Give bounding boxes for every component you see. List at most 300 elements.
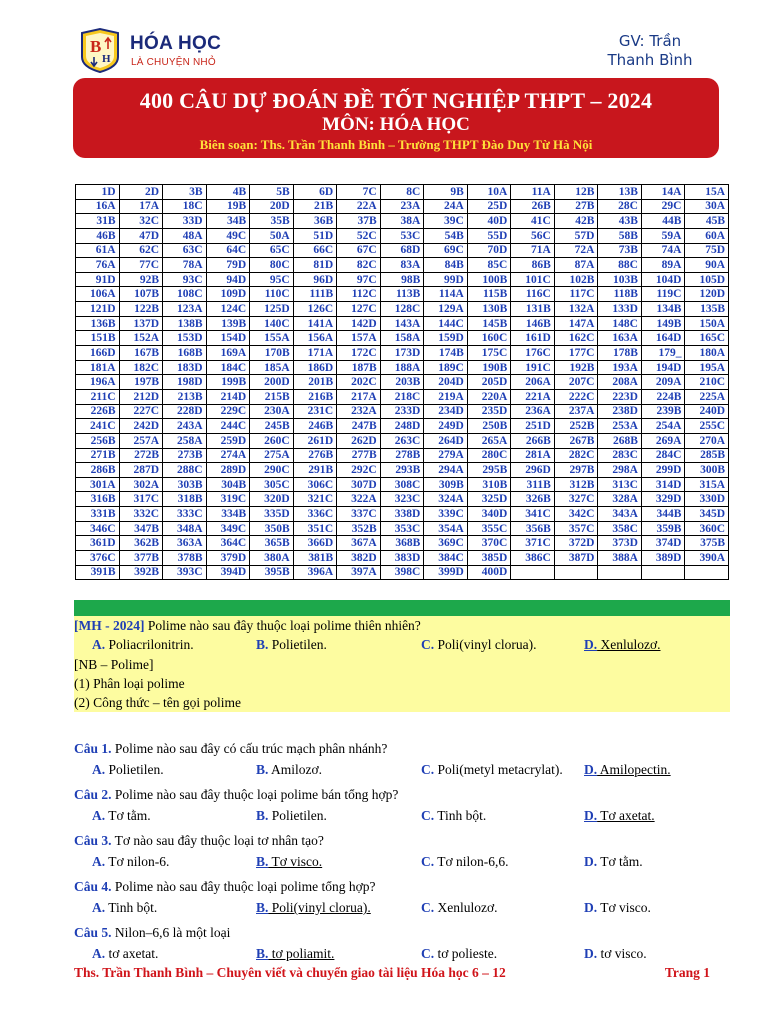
answer-cell: 370C [467, 536, 511, 551]
highlight-question-text: Polime nào sau đây thuộc loại polime thiên nhiên? [144, 618, 421, 633]
answer-cell: 3B [163, 185, 207, 200]
answer-cell: 189C [424, 360, 468, 375]
answer-cell: 145B [467, 316, 511, 331]
question-label: Câu 2. [74, 787, 112, 802]
answer-cell: 79D [206, 258, 250, 273]
answer-cell: 261D [293, 433, 337, 448]
answer-cell: 298A [598, 463, 642, 478]
answer-cell: 258A [163, 433, 207, 448]
answer-cell: 197B [119, 375, 163, 390]
answer-cell: 104D [641, 272, 685, 287]
answer-cell: 121D [76, 302, 120, 317]
answer-cell: 394D [206, 565, 250, 580]
answer-cell: 331B [76, 507, 120, 522]
answer-cell: 232A [337, 404, 381, 419]
answer-cell: 214D [206, 389, 250, 404]
answer-cell: 263C [380, 433, 424, 448]
answer-cell: 291B [293, 463, 337, 478]
answer-cell: 26B [511, 199, 555, 214]
question-option-c [421, 899, 498, 917]
answer-cell: 301A [76, 477, 120, 492]
answer-cell: 344B [641, 507, 685, 522]
answer-cell: 354A [424, 521, 468, 536]
answer-cell [511, 565, 555, 580]
answer-cell: 61A [76, 243, 120, 258]
answer-cell: 154D [206, 331, 250, 346]
answer-cell: 123A [163, 302, 207, 317]
answer-cell: 228D [163, 404, 207, 419]
answer-cell: 308C [380, 477, 424, 492]
option-text: tơ axetat. [105, 946, 159, 961]
answer-row [76, 536, 729, 551]
answer-cell: 330D [685, 492, 729, 507]
answer-cell: 194D [641, 360, 685, 375]
answer-cell: 86B [511, 258, 555, 273]
answer-cell: 222C [554, 389, 598, 404]
answer-cell: 347B [119, 521, 163, 536]
answer-cell: 117C [554, 287, 598, 302]
answer-cell: 382D [337, 551, 381, 566]
answer-cell: 216B [293, 389, 337, 404]
question-option-c [421, 945, 497, 963]
answer-cell: 164D [641, 331, 685, 346]
answer-cell: 380A [250, 551, 294, 566]
answer-cell: 180A [685, 346, 729, 361]
answer-cell: 290C [250, 463, 294, 478]
answer-cell: 65C [250, 243, 294, 258]
answer-cell: 2D [119, 185, 163, 200]
option-text: Amilopectin. [597, 762, 671, 777]
answer-cell: 130B [467, 302, 511, 317]
answer-cell: 233D [380, 404, 424, 419]
answer-row [76, 419, 729, 434]
answer-row [76, 214, 729, 229]
option-text: Tinh bột. [105, 900, 158, 915]
answer-row [76, 199, 729, 214]
answer-cell: 113B [380, 287, 424, 302]
answer-cell: 5B [250, 185, 294, 200]
question-option-c [421, 853, 509, 871]
option-text: Poli(vinyl clorua). [434, 637, 537, 652]
answer-cell: 387D [554, 551, 598, 566]
answer-cell: 357C [554, 521, 598, 536]
answer-cell: 260C [250, 433, 294, 448]
answer-row [76, 507, 729, 522]
option-letter: A. [92, 854, 106, 869]
option-letter: A. [92, 946, 106, 961]
answer-cell: 192B [554, 360, 598, 375]
answer-cell: 32C [119, 214, 163, 229]
answer-cell: 134B [641, 302, 685, 317]
answer-cell: 202C [337, 375, 381, 390]
answer-cell: 253A [598, 419, 642, 434]
answer-cell: 78A [163, 258, 207, 273]
answer-cell: 110C [250, 287, 294, 302]
option-letter: B. [256, 637, 269, 652]
option-letter: D. [584, 900, 598, 915]
answer-cell: 303B [163, 477, 207, 492]
answer-cell: 352B [337, 521, 381, 536]
answer-cell: 305C [250, 477, 294, 492]
option-letter: B. [256, 900, 269, 915]
option-text: tơ polieste. [434, 946, 498, 961]
answer-cell: 229C [206, 404, 250, 419]
answer-row [76, 185, 729, 200]
question-option-d [584, 853, 643, 871]
answer-cell: 203B [380, 375, 424, 390]
answer-cell: 288C [163, 463, 207, 478]
answer-row [76, 433, 729, 448]
answer-cell: 100B [467, 272, 511, 287]
answer-cell: 351C [293, 521, 337, 536]
option-text: Polietilen. [268, 637, 327, 652]
answer-cell: 17A [119, 199, 163, 214]
answer-cell: 8C [380, 185, 424, 200]
question-option-a [92, 761, 164, 779]
option-text: Tơ nilon-6. [105, 854, 170, 869]
answer-cell: 162C [554, 331, 598, 346]
answer-cell: 378B [163, 551, 207, 566]
answer-cell: 244C [206, 419, 250, 434]
answer-cell: 350B [250, 521, 294, 536]
answer-cell: 41C [511, 214, 555, 229]
answer-cell: 328A [598, 492, 642, 507]
answer-cell: 199B [206, 375, 250, 390]
option-letter: B. [256, 854, 269, 869]
answer-cell: 158A [380, 331, 424, 346]
answer-cell: 88C [598, 258, 642, 273]
answer-cell: 137D [119, 316, 163, 331]
answer-cell: 9B [424, 185, 468, 200]
answer-cell: 49C [206, 228, 250, 243]
answer-cell: 309B [424, 477, 468, 492]
answer-cell: 59A [641, 228, 685, 243]
answer-cell: 336C [293, 507, 337, 522]
answer-cell: 230A [250, 404, 294, 419]
answer-cell: 106A [76, 287, 120, 302]
answer-cell: 35B [250, 214, 294, 229]
answer-cell: 13B [598, 185, 642, 200]
answer-cell: 48A [163, 228, 207, 243]
answer-cell: 397A [337, 565, 381, 580]
answer-cell: 285B [685, 448, 729, 463]
answer-cell: 219A [424, 389, 468, 404]
answer-cell: 249D [424, 419, 468, 434]
answer-cell: 392B [119, 565, 163, 580]
answer-cell: 255C [685, 419, 729, 434]
answer-cell: 132A [554, 302, 598, 317]
answer-cell: 201B [293, 375, 337, 390]
logo [78, 27, 238, 75]
answer-cell: 151B [76, 331, 120, 346]
answer-cell: 264D [424, 433, 468, 448]
option-text: Polietilen. [105, 762, 164, 777]
answer-cell: 33D [163, 214, 207, 229]
answer-cell: 60A [685, 228, 729, 243]
question-option-d [584, 899, 651, 917]
question-option-c [421, 761, 563, 779]
answer-cell: 181A [76, 360, 120, 375]
answer-cell: 31B [76, 214, 120, 229]
answer-cell: 398C [380, 565, 424, 580]
answer-cell: 334B [206, 507, 250, 522]
answer-cell: 393C [163, 565, 207, 580]
answer-cell: 96D [293, 272, 337, 287]
answer-cell: 333C [163, 507, 207, 522]
answer-cell: 251D [511, 419, 555, 434]
answer-row [76, 360, 729, 375]
answer-cell: 322A [337, 492, 381, 507]
answer-cell: 293B [380, 463, 424, 478]
answer-cell: 10A [467, 185, 511, 200]
question-option-b [256, 899, 371, 917]
answer-row [76, 287, 729, 302]
option-letter: C. [421, 637, 435, 652]
answer-cell: 169A [206, 346, 250, 361]
answer-cell: 275A [250, 448, 294, 463]
answer-cell: 256B [76, 433, 120, 448]
answer-cell: 276B [293, 448, 337, 463]
answer-cell: 342C [554, 507, 598, 522]
answer-cell: 226B [76, 404, 120, 419]
answer-cell: 87A [554, 258, 598, 273]
answer-cell: 266B [511, 433, 555, 448]
option-letter: B. [256, 762, 269, 777]
answer-cell: 46B [76, 228, 120, 243]
answer-cell: 4B [206, 185, 250, 200]
answer-row [76, 258, 729, 273]
answer-cell [641, 565, 685, 580]
answer-row [76, 272, 729, 287]
answer-cell: 143A [380, 316, 424, 331]
answer-cell: 173D [380, 346, 424, 361]
question-option-a [92, 945, 158, 963]
answer-cell: 268B [598, 433, 642, 448]
answer-cell: 310B [467, 477, 511, 492]
answer-row [76, 228, 729, 243]
answer-cell: 248D [380, 419, 424, 434]
answer-cell: 242D [119, 419, 163, 434]
answer-cell: 306C [293, 477, 337, 492]
answer-cell: 329D [641, 492, 685, 507]
answer-cell: 324A [424, 492, 468, 507]
answer-cell: 327C [554, 492, 598, 507]
answer-cell: 207C [554, 375, 598, 390]
answer-cell: 198D [163, 375, 207, 390]
answer-cell: 361D [76, 536, 120, 551]
option-letter: D. [584, 762, 598, 777]
answer-cell: 171A [293, 346, 337, 361]
answer-cell [685, 565, 729, 580]
question-text: Polime nào sau đây thuộc loại polime bán tổng hợp? [111, 787, 399, 802]
logo-subtitle: LÀ CHUYỆN NHỎ [131, 57, 216, 68]
answer-cell: 366D [293, 536, 337, 551]
answer-row [76, 521, 729, 536]
answer-cell: 150A [685, 316, 729, 331]
answer-cell: 223D [598, 389, 642, 404]
answer-cell: 38A [380, 214, 424, 229]
option-text: Xenlulozơ. [434, 900, 498, 915]
answer-cell: 234D [424, 404, 468, 419]
answer-cell: 161D [511, 331, 555, 346]
answer-cell: 389D [641, 551, 685, 566]
answer-cell: 125D [250, 302, 294, 317]
answer-cell: 1D [76, 185, 120, 200]
question-label: Câu 5. [74, 925, 112, 940]
answer-cell: 18C [163, 199, 207, 214]
answer-row [76, 316, 729, 331]
answer-cell: 343A [598, 507, 642, 522]
logo-badge-icon [78, 27, 122, 73]
answer-cell: 245B [250, 419, 294, 434]
answer-cell: 135B [685, 302, 729, 317]
answer-cell: 191C [511, 360, 555, 375]
answer-cell: 157A [337, 331, 381, 346]
question-text: Tơ nào sau đây thuộc loại tơ nhân tạo? [111, 833, 324, 848]
answer-cell: 277B [337, 448, 381, 463]
answer-cell: 70D [467, 243, 511, 258]
answer-cell: 373D [598, 536, 642, 551]
answer-cell: 262D [337, 433, 381, 448]
answer-cell: 231C [293, 404, 337, 419]
option-letter: C. [421, 762, 435, 777]
subject-label: MÔN: HÓA HỌC [322, 114, 470, 135]
answer-cell: 147A [554, 316, 598, 331]
answer-cell: 47D [119, 228, 163, 243]
answer-cell: 82C [337, 258, 381, 273]
answer-cell: 167B [119, 346, 163, 361]
answer-cell: 69C [424, 243, 468, 258]
answer-cell: 21B [293, 199, 337, 214]
answer-cell: 243A [163, 419, 207, 434]
answer-cell: 335D [250, 507, 294, 522]
answer-cell: 338D [380, 507, 424, 522]
answer-cell: 235D [467, 404, 511, 419]
answer-cell: 28C [598, 199, 642, 214]
option-text: Poliacrilonitrin. [105, 637, 194, 652]
answer-cell: 345D [685, 507, 729, 522]
answer-cell: 237A [554, 404, 598, 419]
question-stem [74, 924, 230, 942]
answer-cell: 247B [337, 419, 381, 434]
highlight-question-box [74, 616, 730, 712]
answer-cell: 346C [76, 521, 120, 536]
answer-cell: 218C [380, 389, 424, 404]
answer-cell: 30A [685, 199, 729, 214]
question-text: Polime nào sau đây thuộc loại polime tổng hợp? [111, 879, 376, 894]
answer-cell: 196A [76, 375, 120, 390]
answer-cell: 281A [511, 448, 555, 463]
answer-cell: 286B [76, 463, 120, 478]
answer-cell: 89A [641, 258, 685, 273]
answer-cell: 292C [337, 463, 381, 478]
answer-cell: 95C [250, 272, 294, 287]
answer-cell: 74A [641, 243, 685, 258]
answer-cell: 355C [467, 521, 511, 536]
answer-cell: 58B [598, 228, 642, 243]
answer-cell: 299D [641, 463, 685, 478]
answer-row [76, 551, 729, 566]
answer-cell: 337C [337, 507, 381, 522]
answer-cell: 190B [467, 360, 511, 375]
answer-cell: 374D [641, 536, 685, 551]
answer-cell: 246B [293, 419, 337, 434]
answer-cell: 250B [467, 419, 511, 434]
option-letter: C. [421, 808, 435, 823]
answer-cell: 142D [337, 316, 381, 331]
answer-cell: 122B [119, 302, 163, 317]
question-text: Nilon–6,6 là một loại [111, 925, 231, 940]
answer-cell: 204D [424, 375, 468, 390]
answer-cell: 356B [511, 521, 555, 536]
answer-cell: 12B [554, 185, 598, 200]
answer-cell [554, 565, 598, 580]
answer-cell: 269A [641, 433, 685, 448]
answer-cell: 159D [424, 331, 468, 346]
highlight-option-d [584, 636, 661, 654]
answer-cell: 294A [424, 463, 468, 478]
answer-cell: 195A [685, 360, 729, 375]
answer-cell: 278B [380, 448, 424, 463]
highlight-option-b [256, 636, 327, 654]
answer-cell: 14A [641, 185, 685, 200]
answer-cell: 240D [685, 404, 729, 419]
answer-cell [598, 565, 642, 580]
answer-cell: 272B [119, 448, 163, 463]
answer-cell: 215B [250, 389, 294, 404]
section-divider-bar [74, 600, 730, 616]
answer-cell: 101C [511, 272, 555, 287]
answer-cell: 325D [467, 492, 511, 507]
answer-cell: 339C [424, 507, 468, 522]
answer-cell: 97C [337, 272, 381, 287]
question-stem [74, 786, 398, 804]
answer-cell: 174B [424, 346, 468, 361]
answer-cell: 42B [554, 214, 598, 229]
note-item-1: (1) Phân loại polime [74, 676, 185, 691]
option-text: Polietilen. [268, 808, 327, 823]
option-text: Tơ visco. [268, 854, 323, 869]
option-letter: B. [256, 946, 269, 961]
answer-cell: 55D [467, 228, 511, 243]
question-stem [74, 878, 375, 896]
answer-cell: 212D [119, 389, 163, 404]
teacher-line-1: GV: Trần [618, 32, 682, 50]
option-text: Poli(metyl metacrylat). [434, 762, 563, 777]
option-letter: D. [584, 808, 598, 823]
answer-cell: 254A [641, 419, 685, 434]
answer-cell: 259D [206, 433, 250, 448]
highlight-question-tag: [MH - 2024] [74, 618, 145, 633]
answer-cell: 205D [467, 375, 511, 390]
answer-cell: 316B [76, 492, 120, 507]
answer-cell: 45B [685, 214, 729, 229]
answer-cell: 144C [424, 316, 468, 331]
answer-cell: 390A [685, 551, 729, 566]
option-text: Amilozơ. [268, 762, 323, 777]
answer-cell: 353C [380, 521, 424, 536]
answer-cell: 365B [250, 536, 294, 551]
answer-cell: 118B [598, 287, 642, 302]
answer-row [76, 375, 729, 390]
answer-cell: 140C [250, 316, 294, 331]
answer-cell: 317C [119, 492, 163, 507]
answer-cell: 40D [467, 214, 511, 229]
answer-cell: 43B [598, 214, 642, 229]
answer-cell: 238D [598, 404, 642, 419]
answer-cell: 149B [641, 316, 685, 331]
answer-cell: 66C [293, 243, 337, 258]
